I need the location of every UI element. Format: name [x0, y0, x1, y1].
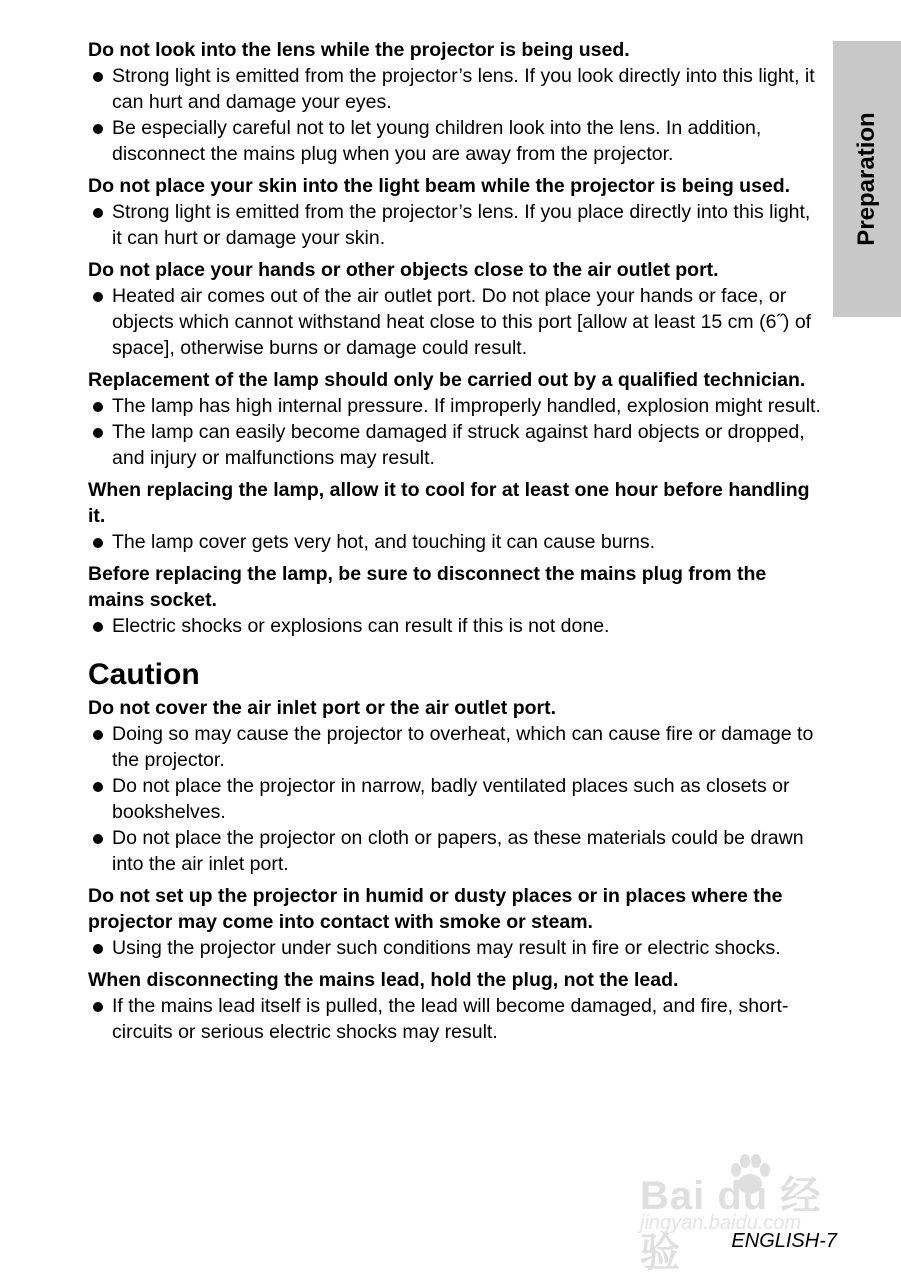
caution-heading: Do not set up the projector in humid or dusty places or in places where the projector may come into contact with smoke or steam. — [88, 885, 783, 933]
bullet-text: Be especially careful not to let young children look into the lens. In addition, disconnect the mains plug when you are away from the projector. — [112, 117, 762, 165]
bullet-item — [88, 721, 823, 773]
bullet-list — [88, 935, 823, 961]
bullet-item — [88, 283, 823, 361]
bullet-list — [88, 721, 823, 877]
bullet-text: Strong light is emitted from the projector’s lens. If you place directly into this light, it can hurt or damage your skin. — [112, 201, 811, 249]
caution-heading: When disconnecting the mains lead, hold the plug, not the lead. — [88, 969, 679, 991]
bullet-text: Doing so may cause the projector to overheat, which can cause fire or damage to the projector. — [112, 723, 814, 771]
bullet-list — [88, 199, 823, 251]
bullet-icon — [93, 124, 103, 134]
page-content — [88, 37, 823, 1051]
bullet-icon — [93, 402, 103, 412]
bullet-icon — [93, 1002, 103, 1012]
bullet-list — [88, 993, 823, 1045]
warning-section — [88, 367, 823, 471]
warning-section — [88, 37, 823, 167]
bullet-icon — [93, 538, 103, 548]
bullet-icon — [93, 622, 103, 632]
bullet-text: Strong light is emitted from the projector’s lens. If you look directly into this light, it can hurt and damage your eyes. — [112, 65, 815, 113]
warning-heading: Do not place your skin into the light beam while the projector is being used. — [88, 175, 791, 197]
bullet-text: Do not place the projector on cloth or papers, as these materials could be drawn into the air inlet port. — [112, 827, 804, 875]
bullet-text: The lamp cover gets very hot, and touching it can cause burns. — [112, 531, 656, 553]
bullet-list — [88, 63, 823, 167]
bullet-item — [88, 613, 823, 639]
bullet-list — [88, 393, 823, 471]
warning-heading: Do not place your hands or other objects close to the air outlet port. — [88, 259, 719, 281]
bullet-icon — [93, 730, 103, 740]
bullet-text: Electric shocks or explosions can result if this is not done. — [112, 615, 610, 637]
bullet-icon — [93, 944, 103, 954]
bullet-icon — [93, 782, 103, 792]
warning-section — [88, 173, 823, 251]
bullet-text: Using the projector under such conditions may result in fire or electric shocks. — [112, 937, 781, 959]
bullet-icon — [93, 292, 103, 302]
caution-section — [88, 967, 823, 1045]
warning-heading: Do not look into the lens while the projector is being used. — [88, 39, 630, 61]
section-tab — [833, 41, 901, 317]
bullet-item — [88, 63, 823, 115]
warning-section — [88, 477, 823, 555]
bullet-item — [88, 115, 823, 167]
bullet-list — [88, 529, 823, 555]
page-number: ENGLISH-7 — [731, 1230, 837, 1252]
bullet-item — [88, 825, 823, 877]
bullet-icon — [93, 72, 103, 82]
bullet-list — [88, 283, 823, 361]
bullet-item — [88, 529, 823, 555]
bullet-text: Do not place the projector in narrow, badly ventilated places such as closets or bookshelves. — [112, 775, 790, 823]
bullet-item — [88, 773, 823, 825]
warning-heading: When replacing the lamp, allow it to cool for at least one hour before handling it. — [88, 479, 810, 527]
caution-section — [88, 695, 823, 877]
caution-title: Caution — [88, 658, 200, 691]
caution-heading: Do not cover the air inlet port or the air outlet port. — [88, 697, 557, 719]
bullet-item — [88, 419, 823, 471]
warning-section — [88, 561, 823, 639]
bullet-text: If the mains lead itself is pulled, the lead will become damaged, and fire, short-circuits or serious electric shocks may result. — [112, 995, 789, 1043]
section-tab-label: Preparation — [853, 112, 880, 246]
bullet-item — [88, 993, 823, 1045]
bullet-text: Heated air comes out of the air outlet port. Do not place your hands or face, or objects which cannot withstand heat close to this port [allow at least 15 cm (6˝) of space], otherwise burns or damage could result. — [112, 285, 812, 359]
bullet-item — [88, 935, 823, 961]
bullet-item — [88, 199, 823, 251]
bullet-list — [88, 613, 823, 639]
warning-section — [88, 257, 823, 361]
bullet-item — [88, 393, 823, 419]
bullet-icon — [93, 428, 103, 438]
warning-heading: Before replacing the lamp, be sure to disconnect the mains plug from the mains socket. — [88, 563, 767, 611]
watermark-logo: Bai du 经验 — [640, 1174, 822, 1275]
bullet-icon — [93, 208, 103, 218]
watermark-url: jingyan.baidu.com — [640, 1212, 802, 1234]
warning-heading: Replacement of the lamp should only be carried out by a qualified technician. — [88, 369, 806, 391]
bullet-text: The lamp has high internal pressure. If improperly handled, explosion might result. — [112, 395, 821, 417]
bullet-icon — [93, 834, 103, 844]
caution-section — [88, 883, 823, 961]
bullet-text: The lamp can easily become damaged if struck against hard objects or dropped, and injury or malfunctions may result. — [112, 421, 805, 469]
